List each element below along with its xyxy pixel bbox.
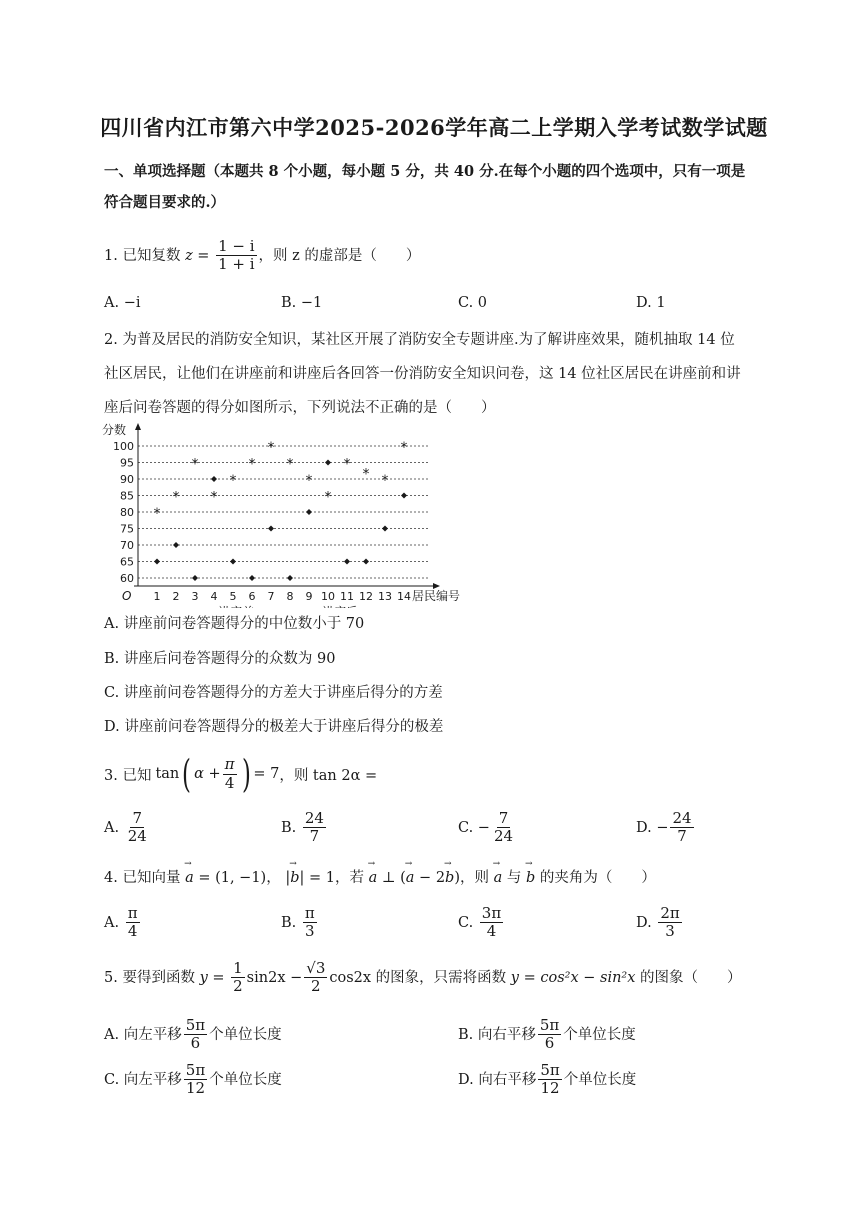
q3-opt-b-den: 7 [309,827,320,846]
point-after: * [400,440,408,456]
q4-suffix: 的夹角为（ ） [535,870,656,886]
point-before [287,575,293,581]
score-chart-svg [100,418,480,608]
y-tick-label: 60 [120,572,134,585]
legend-label-before [218,604,254,608]
q2-option-d: D. 讲座前问卷答题得分的极差大于讲座后得分的极差 [104,719,444,735]
q2-option-a: A. 讲座前问卷答题得分的中位数小于 70 [104,616,365,632]
q1-prefix: 1. 已知复数 [104,247,181,264]
q3-left-paren: ( [182,752,192,796]
q5-y-eq: y = [199,969,230,986]
q1-frac-num: 1 − i [218,237,255,255]
q5-opt-a-frac [184,1017,207,1053]
x-axis-label: 居民编号 [412,589,461,603]
q5-opt-c-num: 5π [185,1061,206,1079]
q5-opt-d-unit: 个单位长度 [563,1071,637,1088]
q1-z: z [185,247,193,264]
q5-opt-d-num: 5π [540,1061,560,1079]
q4-vec-a: → a [185,870,194,886]
point-before [401,493,407,499]
y-tick-label: 100 [113,440,134,453]
q4-opt-b-frac [303,905,317,941]
q3-option-b [281,810,328,846]
section-heading-line1: 一、单项选择题（本题共 8 个小题，每小题 5 分，共 40 分.在每个小题的四个选项中，只有一项是 [104,163,746,180]
q5-option-c [104,1062,282,1098]
y-tick-label: 85 [120,489,134,503]
section-heading-line2: 符合题目要求的.） [104,194,226,211]
q5-sqrt-num: √3 [306,959,326,977]
q3-opt-d-sign: − [656,819,669,836]
point-after: * [229,473,237,489]
q4-opt-a-num: π [127,904,138,922]
q1-frac-den: 1 + i [218,255,255,274]
y-tick-label: 90 [120,473,134,486]
q3-option-a [104,810,151,846]
q5-opt-a-num: 5π [185,1016,206,1034]
q4-option-d [636,905,684,941]
q5-opt-d-frac [538,1062,561,1098]
q3-opt-a-frac [126,810,149,846]
point-after: * [248,456,256,473]
y-tick-label: 95 [120,456,134,470]
point-after: * [362,466,370,483]
q4-opt-c-den: 4 [486,922,497,941]
q2-option-b: B. 讲座后问卷答题得分的众数为 90 [104,651,336,667]
q3-mid: ，则 tan 2α = [279,767,378,784]
y-tick-label: 80 [120,506,134,519]
q4-option-c [458,905,505,941]
question-3 [104,752,378,796]
origin-label: O [122,589,132,603]
q4-expr: − 2 [414,870,446,886]
q4-vec-b-3: → b [526,870,535,886]
q4-a-eq: = (1, −1)， [193,870,281,886]
q1-option-a: A. −i [104,295,141,311]
x-tick-label: 1 [153,590,161,603]
q3-opt-d-den: 7 [677,827,687,846]
q5-opt-d-den: 12 [540,1079,560,1098]
q3-tan: tan [155,766,180,782]
x-tick-label: 9 [305,590,313,603]
q5-opt-b-unit: 个单位长度 [563,1026,636,1043]
q4-option-b [281,905,319,941]
q3-opt-b-num: 24 [304,809,324,827]
q5-opt-b-den: 6 [544,1034,555,1053]
q5-opt-c-den: 12 [185,1079,206,1098]
page-title: 四川省内江市第六中学2025-2026学年高二上学期入学考试数学试题 [100,115,768,140]
x-tick-label: 2 [172,590,180,603]
q4-opt-d-label: D. [636,914,652,931]
q4-vec-b: → b [290,870,299,886]
q3-opt-c-den: 24 [493,827,514,846]
q3-opt-c-frac [492,810,515,846]
point-before [154,559,160,565]
q4-vec-b-2: → b [445,870,454,886]
point-before [268,526,274,532]
question-4: 4. 已知向量 → a = (1, −1)， |→ b| = 1，若 → a ⊥ (→ a − 2→ b)，则 → a 与 → b 的夹角为（ ） [104,866,656,887]
q4-then: ，则 [460,870,494,886]
q3-four: 4 [224,773,235,792]
x-tick-label: 4 [210,590,218,603]
point-before [382,526,388,532]
q3-opt-c-label: C. [458,819,474,836]
q1-option-b: B. −1 [281,295,323,311]
q5-cos: cos2x [329,969,372,986]
q5-opt-a-label: A. 向左平移 [104,1026,182,1043]
point-after: * [324,489,332,506]
q2-line2: 社区居民，让他们在讲座前和讲座后各回答一份消防安全知识问卷，这 14 位社区居民在讲座前和讲 [104,366,741,382]
q4-opt-d-frac [658,905,681,941]
q4-opt-a-label: A. [104,914,120,931]
q5-opt-c-label: C. 向左平移 [104,1071,182,1088]
q3-alpha: α + [194,766,221,782]
q1-option-c: C. 0 [458,295,488,311]
q4-vec-a-3: → a [406,870,415,886]
x-tick-label: 11 [340,590,354,603]
q3-option-d [636,810,696,846]
q3-right-paren: ) [241,752,251,796]
q5-opt-c-frac [184,1062,207,1098]
q1-option-d: D. 1 [636,295,666,311]
legend-label-after [322,604,358,608]
q5-option-b [458,1017,636,1053]
q4-opt-b-label: B. [281,914,297,931]
x-tick-label: 3 [191,590,199,603]
q3-opt-d-frac [670,810,693,846]
q5-option-d [458,1062,636,1098]
q4-opt-b-den: 3 [305,922,315,941]
q2-option-c: C. 讲座前问卷答题得分的方差大于讲座后得分的方差 [104,685,443,701]
point-after: * [191,456,199,473]
point-before [230,559,236,565]
q5-opt-b-frac [538,1017,561,1053]
q3-pi: π [224,755,235,774]
q5-opt-a-unit: 个单位长度 [209,1026,282,1043]
q4-opt-c-num: 3π [481,904,502,922]
question-1 [104,238,420,274]
y-tick-label: 65 [120,555,134,569]
q5-opt-a-den: 6 [190,1034,201,1053]
q3-eq7: = 7 [253,766,280,782]
q3-option-c [458,810,517,846]
q5-opt-b-num: 5π [539,1016,560,1034]
q5-prefix: 5. 要得到函数 [104,969,195,986]
q5-func2: y = cos²x − sin²x [510,969,636,986]
question-5 [104,960,742,996]
q4-perp: ⊥ [377,870,401,886]
x-tick-label: 13 [378,590,392,603]
q5-half-num: 1 [233,959,243,977]
q2-line1: 2. 为普及居民的消防安全知识，某社区开展了消防安全专题讲座.为了解讲座效果，随机抽取 14 位 [104,332,735,348]
q4-opt-d-num: 2π [660,904,680,922]
y-axis-label: 分数 [102,423,127,437]
q4-option-a [104,905,142,941]
q4-opt-c-frac [480,905,503,941]
point-after: * [343,456,351,473]
point-before [249,575,255,581]
q4-prefix: 4. 已知向量 [104,870,181,886]
q2-line3: 座后问卷答题的得分如图所示，下列说法不正确的是（ ） [104,400,496,416]
score-chart [100,418,480,608]
point-before [344,559,350,565]
x-tick-label: 5 [229,590,237,603]
q5-mid: 的图象，只需将函数 [371,969,511,986]
y-tick-label: 70 [120,539,134,552]
legend-marker-after [312,607,319,608]
x-tick-label: 12 [359,590,373,603]
q3-opt-d-label: D. [636,819,652,836]
q3-opt-a-den: 24 [127,827,147,846]
x-tick-label: 14 [397,590,411,603]
point-before [363,559,369,565]
point-before [192,575,198,581]
q3-opt-c-num: 7 [498,809,509,827]
point-after: * [267,440,275,456]
point-before [211,476,217,482]
point-after: * [305,473,313,489]
q3-opt-a-label: A. [104,819,120,836]
q3-opt-c-sign: − [477,819,490,836]
q3-opt-a-num: 7 [132,809,143,827]
point-before [306,509,312,515]
point-after: * [286,456,294,473]
q1-eq: = [192,247,215,264]
q4-opt-a-frac [126,905,140,941]
q4-vec-a-2: → a [369,870,378,886]
q4-opt-b-num: π [304,904,315,922]
q5-option-a [104,1017,282,1053]
q3-opt-b-frac [303,810,326,846]
point-before [325,460,331,466]
q5-sin: sin2x − [246,969,303,986]
q5-half [231,960,245,996]
x-tick-label: 10 [321,590,335,603]
point-after: * [381,473,389,489]
point-before [173,542,179,548]
q1-suffix: ，则 z 的虚部是（ ） [258,247,421,264]
q5-half-den: 2 [233,977,243,996]
q4-opt-a-den: 4 [127,922,138,941]
q5-sqrt3-over-2 [304,960,327,996]
q3-opt-b-label: B. [281,819,297,836]
q4-vec-a-4: → a [494,870,503,886]
q3-pi-over-4 [223,756,237,792]
q3-opt-d-num: 24 [672,809,692,827]
q3-prefix: 3. 已知 [104,767,152,784]
x-tick-label: 8 [286,590,294,603]
q1-fraction [216,238,256,274]
point-after: * [153,506,161,522]
q5-opt-d-label: D. 向右平移 [458,1071,537,1088]
q5-opt-c-unit: 个单位长度 [209,1071,282,1088]
x-tick-label: 7 [267,590,275,603]
q5-opt-b-label: B. 向右平移 [458,1026,536,1043]
q5-suffix: 的图象（ ） [635,969,742,986]
q4-and: 与 [502,870,526,886]
point-after: * [210,489,218,506]
y-tick-label: 75 [120,522,134,536]
q5-sqrt-den: 2 [311,977,321,996]
y-axis-arrow [135,423,141,430]
q4-opt-c-label: C. [458,914,474,931]
point-after: * [172,489,180,506]
x-tick-label: 6 [248,590,256,603]
q4-b-norm: = 1，若 [304,870,369,886]
q4-opt-d-den: 3 [665,922,675,941]
